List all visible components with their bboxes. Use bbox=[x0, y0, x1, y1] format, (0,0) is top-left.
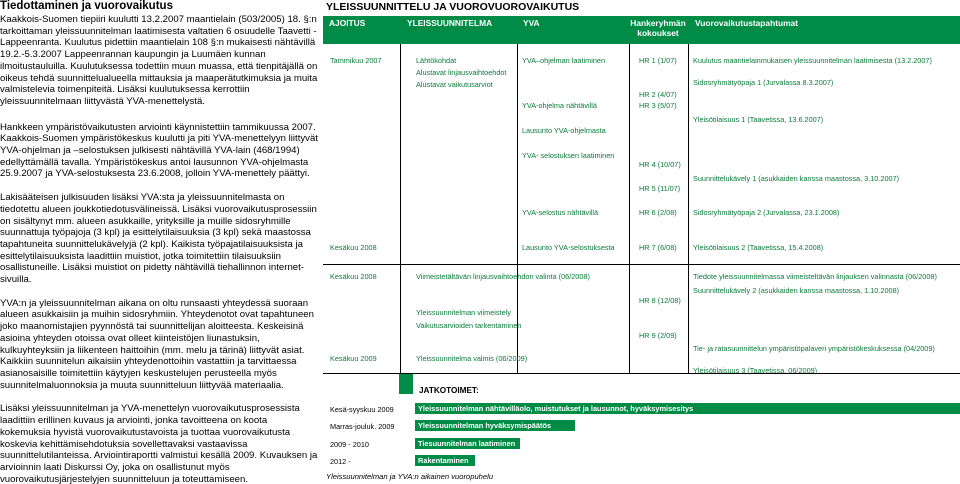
process-table bbox=[323, 0, 960, 484]
header-vuorovaikutus: Vuorovaikutustapahtumat bbox=[695, 18, 798, 28]
hr-7: HR 7 (6/08) bbox=[639, 243, 677, 252]
paragraph-4: YVA:n ja yleissuunnitelman aikana on oltu runsaasti yhteydessä suoraan alueen asukkaisiin ja muihin sidosryhmiin. Yhteydenotot ovat tapahtuneen joko maanomistajien pyynnöstä tai suunnittelijan aloitteesta. Keskeisinä asioina yhteyden otoissa ovat olleet kiinteistöjen liunastuksin, kulkuyhteyksiin ja liikenteen haittoihin (mm. melu ja tärinä) liittyvät asiat. Kaikkiin suunnitelun aikaisiin yhteydenottoihin vastattiin ja tarvittaessa asianosaisille toimitettiin käytyjen keskustelujen perusteella myös suunnitelmaluonnoksia ja muuta suunnitteluun liittyvää materiaalia. bbox=[0, 297, 314, 391]
vv-kavely-2: Suunnittelukävely 2 (asukkaiden kanssa maastossa, 1.10.2008) bbox=[693, 286, 900, 295]
jatko-bar-1 bbox=[415, 403, 960, 414]
hr-4: HR 4 (10/07) bbox=[639, 160, 681, 169]
yva-selostus-nahtavilla: YVA-selostus nähtävillä bbox=[522, 208, 599, 217]
article-text bbox=[0, 0, 318, 484]
grid-line bbox=[400, 44, 401, 374]
hr-3: HR 3 (5/07) bbox=[639, 101, 677, 110]
grid-line bbox=[629, 44, 630, 374]
vv-tiedote: Tiedote yleissuunnitelmassa viimeisteltävän linjauksen valinnasta (06/2008) bbox=[693, 272, 937, 281]
figure-caption: Yleissuunnitelman ja YVA:n aikainen vuoropuhelu bbox=[326, 472, 494, 481]
vv-yleisotilaisuus-2: Yleisötilaisuus 2 (Taavetissa, 15.4.2008) bbox=[693, 243, 824, 252]
grid-line bbox=[323, 264, 960, 265]
jatko-time-1: Kesä-syyskuu 2009 bbox=[330, 405, 394, 414]
timeline-marker bbox=[399, 374, 413, 394]
header-yva: YVA bbox=[523, 18, 540, 28]
hr-2: HR 2 (4/07) bbox=[639, 90, 677, 99]
header-hankeryhma: Hankeryhmän kokoukset bbox=[630, 18, 686, 38]
hr-9: HR 9 (2/09) bbox=[639, 331, 677, 340]
jatko-bar-4 bbox=[415, 455, 475, 466]
grid-line bbox=[688, 44, 689, 374]
vv-yleisotilaisuus-1: Yleisötilaisuus 1 (Taavetissa, 13.6.2007) bbox=[693, 115, 824, 124]
vv-ymparistopalaveri: Tie- ja ratasuunnittelun ympäristöpalaveri ympäristökeskuksessa (04/2009) bbox=[693, 344, 935, 353]
ys-viimeistely: Yleissuunnitelman viimeistely bbox=[416, 308, 511, 317]
yva-ohjelma-laatiminen: YVA–ohjelman laatiminen bbox=[522, 56, 606, 65]
vv-tyopaja-1: Sidosryhmätyöpaja 1 (Jurvalassa 8.3.2007) bbox=[693, 78, 834, 87]
ys-linjausvaihtoehdot: Alustavat linjausvaihtoehdot bbox=[416, 68, 507, 77]
jatko-text-3: Tiesuunnitelman laatiminen bbox=[418, 439, 516, 448]
ys-vaikutusarviot: Alustavat vaikutusarviot bbox=[416, 80, 493, 89]
time-jun-2008-b: Kesäkuu 2008 bbox=[330, 272, 377, 281]
table-title: YLEISSUUNNITTELU JA VUOROVUOROVAIKUTUS bbox=[326, 1, 580, 13]
jatko-text-2: Yleissuunnitelman hyväksymispäätös bbox=[418, 421, 552, 430]
time-jun-2008-a: Kesäkuu 2008 bbox=[330, 243, 377, 252]
hr-8: HR 8 (12/08) bbox=[639, 296, 681, 305]
paragraph-2: Hankkeen ympäristövaikutusten arviointi käynnistettiin tammikuussa 2007. Kaakkois-Suomen ympäristökeskus kuulutti ja piti YVA-menettelyyn liittyvät YVA-ohjelman ja –selostuksen julkisesti nähtävillä YVA-lain (468/1994) edellyttämällä tavalla. Ympäristökeskus antoi lausunnon YVA-ohjelmasta 25.9.2007 ja YVA-selostuksesta 23.6.2008, jolloin YVA-menettely päättyi. bbox=[0, 121, 318, 180]
paragraph-3: Lakisääteisen julkisuuden lisäksi YVA:sta ja yleissuunnitelmasta on tiedotettu alueen joukkotiedotusvälineissä. Lisäksi vuorovaikutusprosessiin on sisältynyt mm. alueen asukkaille, yrityksille ja muille sidosryhmille suunnattuja työpajoja (3 kpl) ja esittelytilaisuuksia (3 kpl) sekä maastossa tapahtuneita suunnittelukävelyjä (2 kpl). Kaikista työpajatilaisuuksista ja esittelytilaisuuksista laadittiin muistiot, jotka toimitettiin tilaisuuksiin osallistuneille. Lisäksi muistiot on pidetty nähtävillä tiehallinnon internet-sivuilla. bbox=[0, 192, 317, 286]
jatko-time-2: Marras-jouluk. 2009 bbox=[330, 422, 395, 431]
hr-1: HR 1 (1/07) bbox=[639, 56, 677, 65]
ys-lahtokohdat: Lähtökohdat bbox=[416, 56, 457, 65]
paragraph-1: Kaakkois-Suomen tiepiiri kuulutti 13.2.2007 maantielain (503/2005) 18. §:n tarkoittaman yleissuunnitelman laatimisesta valtatien 6 osuudelle Taavetti - Lappeenranta. Kuulutus pidettiin maantielain 108 §:n mukaisesti nähtävillä 19.2.-5.3.2007 Lappeenrannan kaupungin ja Luumäen kunnan ilmoitustauluilla. Kuulutuksessa todettiin muun muassa, että tienpitäjällä on oikeus tehdä suunnittelualueella mittauksia ja maaperätutkimuksia ja muita valmistelevia toimenpiteitä. Lisäksi kuulutuksessa kerrottiin yleissuunnitelmaan liittyvästä YVA-menettelystä. bbox=[0, 14, 318, 107]
ys-valmis: Yleissuunnitelma valmis (06/2009) bbox=[416, 354, 528, 363]
jatko-bar-2 bbox=[415, 420, 575, 431]
yva-ohjelma-nahtavilla: YVA-ohjelma nähtävillä bbox=[522, 101, 597, 110]
jatkotoimet-label: JATKOTOIMET: bbox=[419, 386, 479, 395]
yva-selostus-lausunto: Lausunto YVA-selostuksesta bbox=[522, 243, 615, 252]
hr-5: HR 5 (11/07) bbox=[639, 184, 681, 193]
paragraph-5: Lisäksi yleissuunnitelman ja YVA-menettelyn vuorovaikutusprosessista laadittiin erillinen kuvaus ja arviointi, jonka tavoitteena on koota kokemuksia hyvistä vuorovaikutustavoista ja tuottaa vuorovaikutusta koskevia kehittämisehdotuksia sovellettavaksi vastaavissa suunnittelutilanteissa. Arviointiraportti valmistui kesällä 2009. Kuvauksen ja arvioinnin laati Diskurssi Oy, joka on osallistunut myös vuorovaikutusjärjestelyjen suunnitteluun ja toteuttamiseen. bbox=[0, 403, 318, 484]
jatko-time-3: 2009 - 2010 bbox=[330, 440, 369, 449]
ys-tarkentaminen: Vaikutusarvioiden tarkentaminen bbox=[416, 321, 522, 330]
section-heading: Tiedottaminen ja vuorovaikutus bbox=[0, 0, 173, 12]
vv-tyopaja-2: Sidosryhmätyöpaja 2 (Jurvalassa, 23.1.2008) bbox=[693, 208, 840, 217]
vv-kavely-1: Suunnittelukävely 1 (asukkaiden kanssa maastossa, 3.10.2007) bbox=[693, 174, 900, 183]
ys-valinta: Viimeistetältävän linjausvaihtoehdon valinta (06/2008) bbox=[416, 272, 590, 281]
header-ajoitus: AJOITUS bbox=[329, 18, 366, 28]
jatko-time-4: 2012 - bbox=[330, 457, 351, 466]
vv-yleisotilaisuus-3: Yleisötilaisuus 3 (Taavetissa, 06/2009) bbox=[693, 366, 818, 375]
time-jan-2007: Tammikuu 2007 bbox=[330, 56, 382, 65]
jatko-text-1: Yleissuunnitelman nähtävilläolo, muistutukset ja lausunnot, hyväksymisesitys bbox=[418, 404, 694, 413]
yva-ohjelma-lausunto: Lausunto YVA-ohjelmasta bbox=[522, 126, 606, 135]
header-yleissuunnitelma: YLEISSUUNNITELMA bbox=[407, 18, 493, 28]
jatko-text-4: Rakentaminen bbox=[418, 456, 469, 465]
vv-kuulutus: Kuulutus maantielainmukaisen yleissuunnitelman laatimisesta (13.2.2007) bbox=[693, 56, 932, 65]
hr-6: HR 6 (2/08) bbox=[639, 208, 677, 217]
yva-selostus-laatiminen: YVA- selostuksen laatiminen bbox=[522, 151, 615, 160]
grid-line bbox=[323, 373, 960, 374]
time-jun-2009: Kesäkuu 2009 bbox=[330, 354, 377, 363]
jatko-bar-3 bbox=[415, 438, 520, 449]
